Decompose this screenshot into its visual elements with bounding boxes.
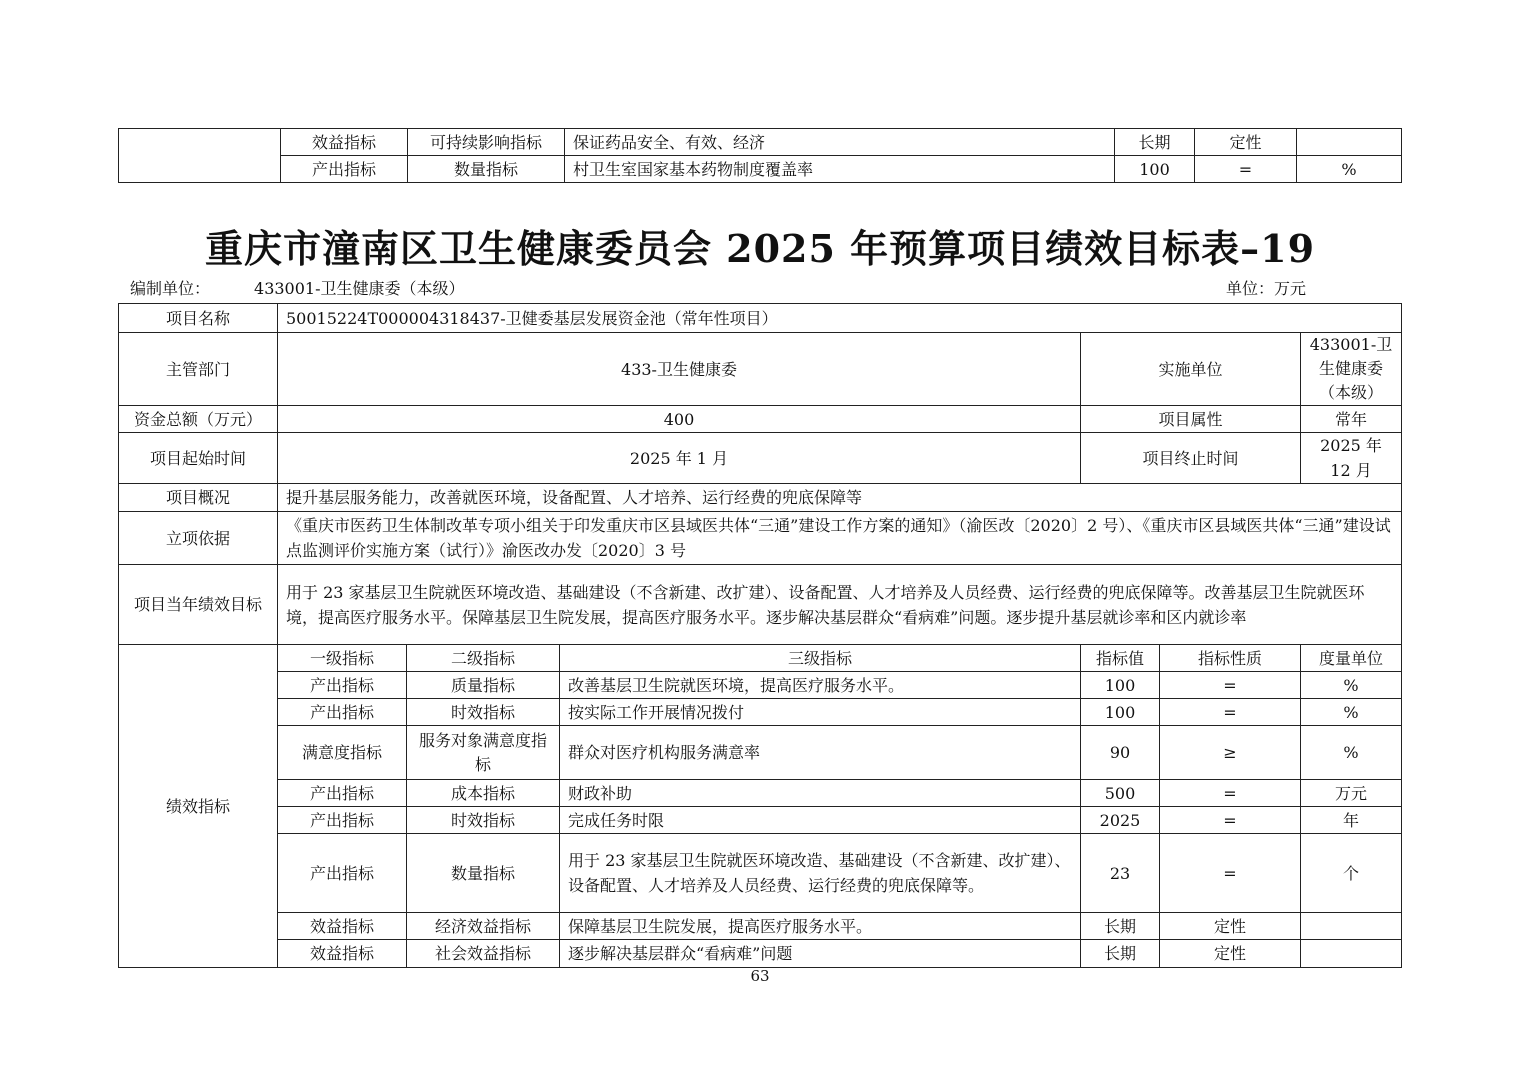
- level1-cell: 产出指标: [278, 672, 407, 699]
- column-header: 指标值: [1081, 645, 1160, 672]
- nature-cell: =: [1160, 780, 1301, 807]
- attr-label: 项目属性: [1081, 406, 1301, 433]
- compiling-unit: [130, 278, 465, 300]
- unit-cell: [1301, 940, 1402, 968]
- value-cell: 500: [1081, 780, 1160, 807]
- table-row: [119, 807, 1402, 834]
- end-label: 项目终止时间: [1081, 433, 1301, 484]
- compiling-unit-value: 433001-卫生健康委（本级）: [254, 279, 465, 298]
- column-header: 度量单位: [1301, 645, 1402, 672]
- value-cell: 长期: [1081, 940, 1160, 968]
- funds-value: 400: [278, 406, 1081, 433]
- level1-cell: 产出指标: [278, 699, 407, 726]
- level2-cell: 质量指标: [407, 672, 560, 699]
- level3-cell: 按实际工作开展情况拨付: [560, 699, 1081, 726]
- value-cell: 100: [1115, 156, 1195, 183]
- column-header: 一级指标: [278, 645, 407, 672]
- goal-value: 用于 23 家基层卫生院就医环境改造、基础建设（不含新建、改扩建）、设备配置、人才培养及人员经费、运行经费的兜底保障等。改善基层卫生院就医环境，提高医疗服务水平。保障基层卫生院发展，提高医疗服务水平。逐步解决基层群众“看病难”问题。逐步提升基层就诊率和区内就诊率: [278, 565, 1402, 645]
- level3-cell: 财政补助: [560, 780, 1081, 807]
- basis-value: 《重庆市医药卫生体制改革专项小组关于印发重庆市区县域医共体“三通”建设工作方案的通知》（渝医改〔2020〕2 号）、《重庆市区县域医共体“三通”建设试点监测评价实施方案（试行）》渝医改办发〔2020〕3 号: [278, 512, 1402, 565]
- value-cell: 23: [1081, 834, 1160, 913]
- level1-cell: 产出指标: [281, 156, 408, 183]
- level2-cell: 可持续影响指标: [408, 129, 565, 156]
- empty-cell: [119, 129, 281, 183]
- end-value: 2025 年 12 月: [1301, 433, 1402, 484]
- nature-cell: ≥: [1160, 726, 1301, 780]
- nature-cell: =: [1160, 834, 1301, 913]
- overview-value: 提升基层服务能力，改善就医环境，设备配置、人才培养、运行经费的兜底保障等: [278, 484, 1402, 512]
- value-cell: 2025: [1081, 807, 1160, 834]
- unit-cell: %: [1301, 672, 1402, 699]
- unit-cell: 万元: [1301, 780, 1402, 807]
- level1-cell: 效益指标: [278, 940, 407, 968]
- unit-cell: [1297, 129, 1402, 156]
- project-name-value: 50015224T000004318437-卫健委基层发展资金池（常年性项目）: [278, 304, 1402, 333]
- level3-cell: 保证药品安全、有效、经济: [565, 129, 1115, 156]
- currency-unit: 单位：万元: [1226, 279, 1307, 298]
- level3-cell: 村卫生室国家基本药物制度覆盖率: [565, 156, 1115, 183]
- level3-cell: 保障基层卫生院发展，提高医疗服务水平。: [560, 913, 1081, 940]
- level2-cell: 经济效益指标: [407, 913, 560, 940]
- value-cell: 100: [1081, 699, 1160, 726]
- start-label: 项目起始时间: [119, 433, 278, 484]
- table-row: [119, 940, 1402, 968]
- attr-value: 常年: [1301, 406, 1402, 433]
- unit-cell: %: [1301, 726, 1402, 780]
- impl-value: 433001-卫生健康委（本级）: [1301, 333, 1402, 406]
- table-row: [119, 913, 1402, 940]
- table-row: [119, 780, 1402, 807]
- level2-cell: 时效指标: [407, 807, 560, 834]
- nature-cell: 定性: [1195, 129, 1297, 156]
- start-value: 2025 年 1 月: [278, 433, 1081, 484]
- nature-cell: =: [1160, 672, 1301, 699]
- level1-cell: 满意度指标: [278, 726, 407, 780]
- column-header: 二级指标: [407, 645, 560, 672]
- funds-label: 资金总额（万元）: [119, 406, 278, 433]
- nature-cell: 定性: [1160, 913, 1301, 940]
- nature-cell: 定性: [1160, 940, 1301, 968]
- page-number: 63: [750, 967, 770, 985]
- level2-cell: 服务对象满意度指标: [407, 726, 560, 780]
- page-title: 重庆市潼南区卫生健康委员会 2025 年预算项目绩效目标表–19: [204, 226, 1316, 271]
- table-row: [119, 834, 1402, 913]
- unit-cell: %: [1301, 699, 1402, 726]
- table-row: [119, 565, 1402, 645]
- dept-value: 433-卫生健康委: [278, 333, 1081, 406]
- indicators-section-label: 绩效指标: [119, 645, 278, 968]
- table-row: [119, 333, 1402, 406]
- project-name-label: 项目名称: [119, 304, 278, 333]
- value-cell: 长期: [1115, 129, 1195, 156]
- level2-cell: 数量指标: [407, 834, 560, 913]
- value-cell: 长期: [1081, 913, 1160, 940]
- unit-cell: [1301, 913, 1402, 940]
- level1-cell: 效益指标: [278, 913, 407, 940]
- unit-cell: 年: [1301, 807, 1402, 834]
- level2-cell: 时效指标: [407, 699, 560, 726]
- performance-target-table: [118, 303, 1402, 968]
- unit-cell: 个: [1301, 834, 1402, 913]
- level1-cell: 产出指标: [278, 780, 407, 807]
- level3-cell: 群众对医疗机构服务满意率: [560, 726, 1081, 780]
- value-cell: 100: [1081, 672, 1160, 699]
- level2-cell: 数量指标: [408, 156, 565, 183]
- table-row: [119, 304, 1402, 333]
- goal-label: 项目当年绩效目标: [119, 565, 278, 645]
- table-row: [119, 484, 1402, 512]
- table-row: [119, 406, 1402, 433]
- continuation-table: [118, 128, 1402, 183]
- value-cell: 90: [1081, 726, 1160, 780]
- level1-cell: 效益指标: [281, 129, 408, 156]
- level2-cell: 社会效益指标: [407, 940, 560, 968]
- level2-cell: 成本指标: [407, 780, 560, 807]
- table-row: [119, 645, 1402, 672]
- column-header: 指标性质: [1160, 645, 1301, 672]
- table-row: [119, 156, 1402, 183]
- overview-label: 项目概况: [119, 484, 278, 512]
- level3-cell: 用于 23 家基层卫生院就医环境改造、基础建设（不含新建、改扩建）、设备配置、人才培养及人员经费、运行经费的兜底保障等。: [560, 834, 1081, 913]
- level1-cell: 产出指标: [278, 834, 407, 913]
- nature-cell: =: [1160, 699, 1301, 726]
- table-row: [119, 726, 1402, 780]
- level3-cell: 完成任务时限: [560, 807, 1081, 834]
- basis-label: 立项依据: [119, 512, 278, 565]
- table-row: [119, 433, 1402, 484]
- nature-cell: =: [1160, 807, 1301, 834]
- impl-label: 实施单位: [1081, 333, 1301, 406]
- dept-label: 主管部门: [119, 333, 278, 406]
- level1-cell: 产出指标: [278, 807, 407, 834]
- compiling-unit-label: 编制单位：: [130, 279, 211, 298]
- unit-cell: %: [1297, 156, 1402, 183]
- level3-cell: 改善基层卫生院就医环境，提高医疗服务水平。: [560, 672, 1081, 699]
- level3-cell: 逐步解决基层群众“看病难”问题: [560, 940, 1081, 968]
- table-row: [119, 699, 1402, 726]
- table-row: [119, 512, 1402, 565]
- table-row: [119, 129, 1402, 156]
- column-header: 三级指标: [560, 645, 1081, 672]
- table-row: [119, 672, 1402, 699]
- nature-cell: =: [1195, 156, 1297, 183]
